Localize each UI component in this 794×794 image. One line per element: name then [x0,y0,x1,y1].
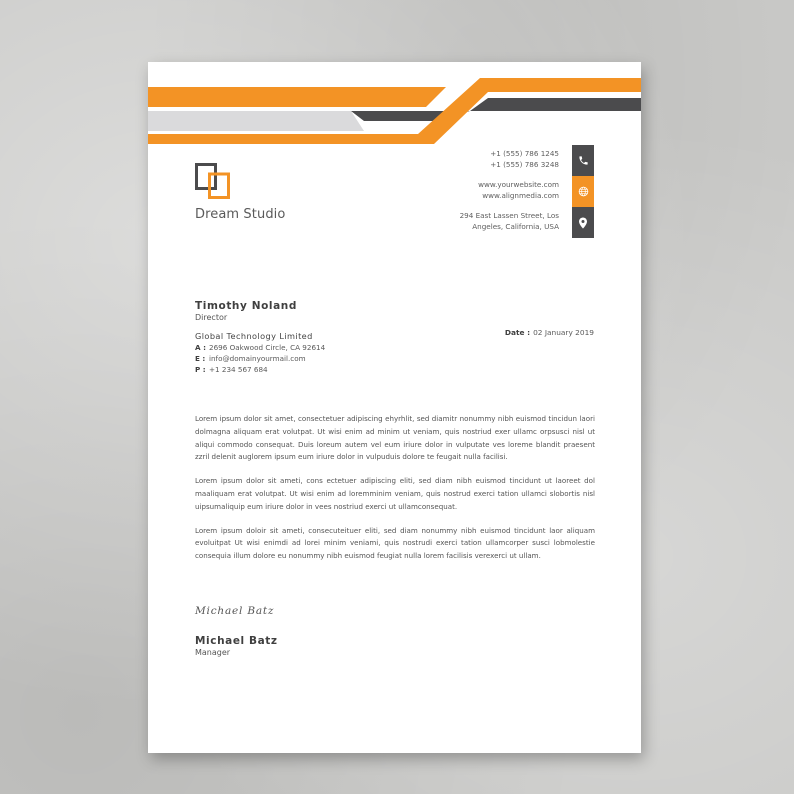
recipient-name: Timothy Noland [195,300,297,312]
recipient-email-line [195,354,325,363]
phone-icon [578,155,589,166]
contact-websites [409,180,559,201]
company-logo [195,163,231,203]
logo-mark-icon [195,163,231,199]
recipient-address-line [195,343,325,352]
contact-website-2: www.alignmedia.com [482,190,559,200]
phone-icon-tile [572,145,594,176]
date-label: Date : [504,328,531,337]
contact-phone-2: +1 (555) 786 3248 [490,159,559,169]
recipient-block [195,300,325,374]
location-icon-tile [572,207,594,238]
recipient-email: info@domainyourmail.com [209,354,306,363]
body-paragraph: Lorem ipsum dolor sit amet, consectetuer adipiscing ehyrhlit, sed diamitr nonummy nibh euismod tincidun laori dolmagna aliquam erat volutpat. Ut wisi enim ad minim ut veniam, quis nostriud exer ullamc orpsusci nisl ut aliqui commodo consequat. Duis loreum autem vel eum iriure dolor in vulputate ves loreme blandit praesent zzril delenit auglorem ipsum eum iriure dolor in vulpuduis dolore te feugait nulla facilisi. [195,414,595,462]
body-paragraph: Lorem ipsum dolor sit ameti, cons ectetuer adipiscing eliti, sed diam nibh euismod tincidunt ut laoreet dol maaliquam erat volutpat. Ut wisi enim ad loremminim veniam, quis nostrud exerci tation ullamci slobortis nisl uipsumaliquip eum iriure dolor in vees nostriud exerci ut ullamconsequat. [195,476,595,511]
recipient-company: Global Technology Limited [195,331,313,341]
contact-address-line-2: Angeles, California, USA [472,221,559,231]
recipient-address: 2696 Oakwood Circle, CA 92614 [209,343,326,352]
header-light-gray-band [148,111,364,131]
body-paragraph: Lorem ipsum doloir sit ameti, consecuteituer eliti, sed diam nonummy nibh euismod tincidunt laor aliquam evoluitpat Ut wisi enimdi ad lorei minim veniami, quis nostrudi exerci tation ullamcorper susci lobmolestie consequia illum dolore eu nonummy nibh euismod feugiat nulla lorem facilisis verexerci ut ullam. [195,525,595,561]
globe-icon-tile [572,176,594,207]
email-label: E : [195,354,206,363]
contact-address-line-1: 294 East Lassen Street, Los [459,211,559,220]
header-graphic [148,62,641,152]
contact-website-1: www.yourwebsite.com [478,180,559,189]
company-name: Dream Studio [195,207,286,222]
signer-title: Manager [195,648,231,657]
location-pin-icon [578,217,588,229]
recipient-title: Director [195,313,228,322]
letterhead-page [148,62,641,753]
letter-body [195,413,595,574]
address-label: A : [195,343,206,352]
recipient-phone: +1 234 567 684 [209,365,268,374]
header-orange-band-left [148,87,446,107]
signer-name: Michael Batz [195,635,278,647]
recipient-phone-line [195,365,325,374]
contact-phones [409,149,559,170]
globe-icon [578,186,589,197]
phone-label: P : [195,365,206,374]
handwritten-signature: Michael Batz [195,605,275,617]
contact-address [409,211,559,232]
contact-phone-1: +1 (555) 786 1245 [490,149,559,158]
letter-date [505,328,594,337]
signer-block [195,635,278,657]
date-value: 02 January 2019 [533,328,594,337]
